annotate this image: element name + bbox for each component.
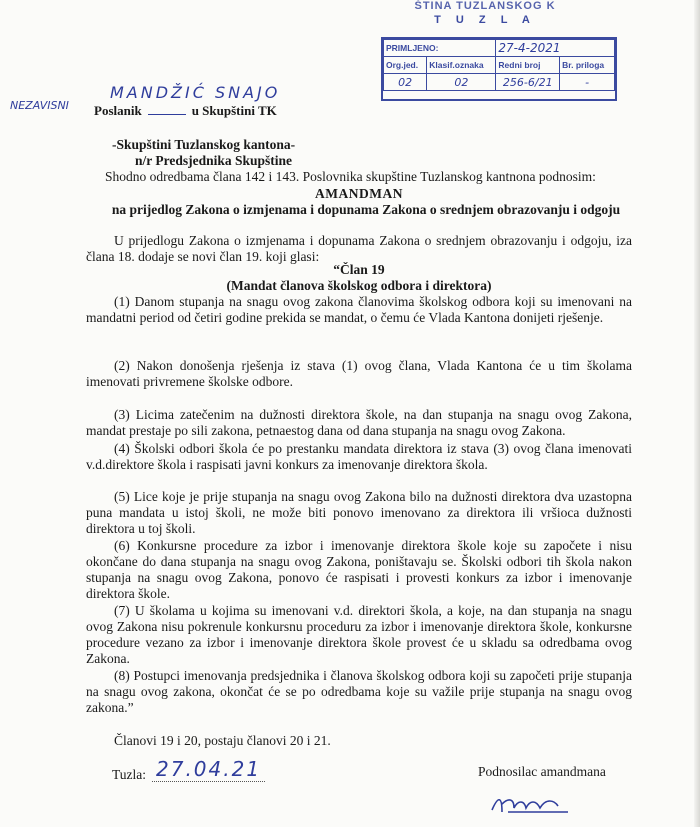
podnosilac-label: Podnosilac amandmana (478, 764, 606, 779)
article-heading: “Član 19 (333, 262, 385, 277)
document-title: AMANDMAN (315, 186, 403, 201)
stamp-value-cell: - (560, 74, 615, 91)
paragraph-6: (6) Konkursne procedure za izbor i imenovanje direktora škole koje su započete i nisu okončane do dana stupanja na snagu ovog Zakona, poništavaju se. Školski odbori tih škola nakon stupanja na snagu ovog Zakona, ponovo će raspisati i provesti konkurs za izbor i imenovanje direktora škole. (86, 538, 632, 601)
addressee-1: -Skupštini Tuzlanskog kantona- (112, 137, 296, 152)
stamp-value-cell: 256-6/21 (496, 74, 560, 91)
handwritten-name: MANDŽIĆ SNAJO (110, 83, 281, 102)
handwritten-nezavisni: NEZAVISNI (10, 99, 69, 112)
paragraph-8: (8) Postupci imenovanja predsjednika i članova školskog odbora koji su započeti prije stupanja na snagu ovog zakona, okončat će se po odredbama koje su važile prije stupanja na snagu ovog zakona.” (86, 668, 632, 715)
primljeno-value: 27-4-2021 (496, 40, 615, 57)
body-intro: U prijedlogu Zakona o izmjenama i dopunama Zakona o srednjem obrazovanju i odgoju, iza člana 18. dodaje se novi član 19. koji glasi: (86, 233, 632, 264)
paragraph-3: (3) Licima zatečenim na dužnosti direktora škole, na dan stupanja na snagu ovog Zakona, mandat prestaje po sili zakona, petnaestog dana od dana stupanja na snagu ovog Zakona. (86, 407, 632, 438)
signature-icon (488, 792, 578, 818)
stamp-header-cell: Org.jed. (384, 57, 427, 74)
skupstina-label: u Skupštini TK (191, 103, 277, 118)
stamp-value-cell: 02 (384, 74, 427, 91)
paragraph-4: (4) Školski odbori škola će po prestanku mandata direktora iz stava (3) ovog člana imenovati v.d.direktore škola i raspisati javni konkurs za imenovanje direktora škola. (86, 441, 632, 472)
stamp-header-cell: Br. priloga (560, 57, 615, 74)
stamp-line-2: T U Z L A (434, 14, 536, 26)
stamp-value-cell: 02 (427, 74, 496, 91)
poslanik-line (94, 103, 277, 119)
stamp-line-1: ŠTINA TUZLANSKOG K (414, 0, 556, 12)
article-title: (Mandat članova školskog odbora i direktora) (226, 278, 492, 293)
intro-line: Shodno odredbama člana 142 i 143. Poslovnika skupštine Tuzlanskog kantnona podnosim: (105, 169, 596, 184)
handwritten-date: 27.04.21 (152, 757, 265, 782)
scan-edge (694, 0, 700, 827)
tuzla-label: Tuzla: (112, 767, 147, 782)
registry-stamp (381, 37, 617, 101)
paragraph-5: (5) Lice koje je prije stupanja na snagu ovog Zakona bilo na dužnosti direktora dva uzastopna puna mandata u istoj školi, ne može biti ponovo imenovano za direktora ili vršioca dužnosti direktora u toj školi. (86, 489, 632, 536)
stamp-header-cell: Klasif.oznaka (427, 57, 496, 74)
poslanik-label: Poslanik (94, 103, 142, 118)
stamp-header (370, 0, 600, 26)
stamp-table (383, 39, 615, 91)
addressee-2: n/r Predsjednika Skupštine (135, 153, 293, 168)
paragraph-2: (2) Nakon donošenja rješenja iz stava (1) ovog člana, Vlada Kantona će u tim školama imenovati privremene školske odbore. (86, 358, 632, 389)
stamp-header-cell: Redni broj (496, 57, 560, 74)
paragraph-7: (7) U školama u kojima su imenovani v.d. direktori škola, a koje, na dan stupanja na snagu ovog Zakona nisu pokrenule konkursnu proceduru za izbor i imenovanje direktora škole, konkursne procedure vezano za izbor i imenovanje direktora škole provest će u skladu sa odredbama ovog Zakona. (86, 603, 632, 666)
paragraph-1: (1) Danom stupanja na snagu ovog zakona članovima školskog odbora koji su imenovani na mandatni period od četiri godine prekida se mandat, o čemu će Vlada Kantona donijeti rješenje. (86, 294, 632, 325)
renumber-note: Članovi 19 i 20, postaju članovi 20 i 21. (114, 733, 331, 748)
document-subtitle: na prijedlog Zakona o izmjenama i dopunama Zakona o srednjem obrazovanju i odgoju (111, 202, 621, 217)
primljeno-label: PRIMLJENO: (384, 40, 496, 57)
handwritten-dash (148, 106, 186, 115)
